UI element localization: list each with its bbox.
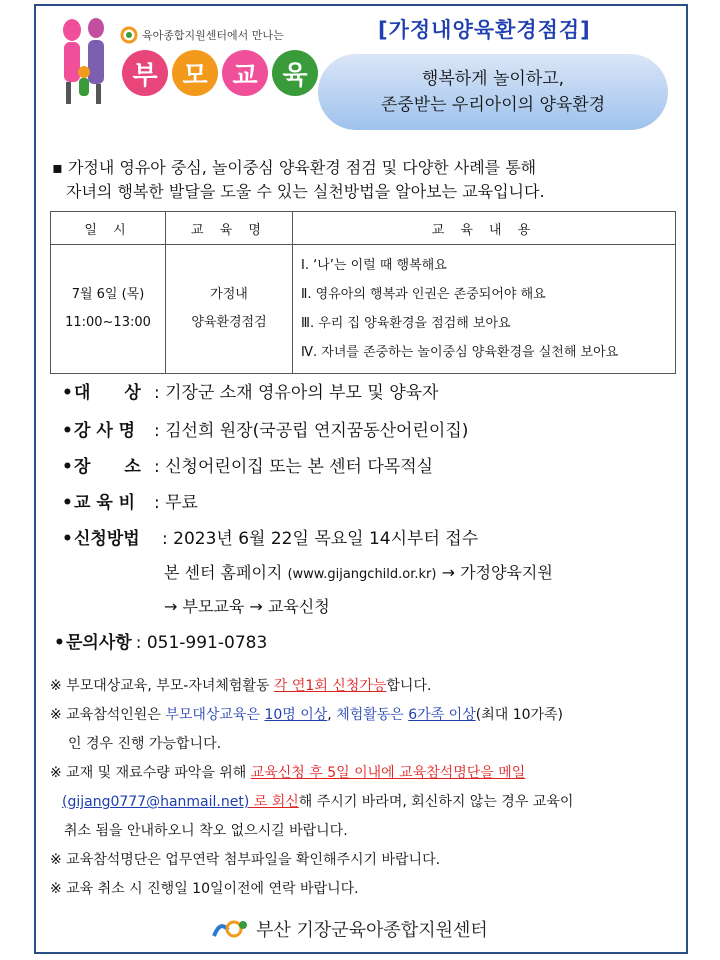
note-2-blue-1: 부모대상교육은 [165, 707, 265, 723]
intro-bullet-icon: ▪ [52, 158, 68, 177]
note-2-mid: , [327, 707, 337, 723]
intro-text [52, 156, 672, 204]
fee-value: : 무료 [154, 493, 198, 513]
cell-datetime [51, 245, 166, 374]
brand-char-2: 모 [172, 50, 218, 96]
lecturer-label: 강 사 명 [74, 421, 136, 441]
bullet-icon: • [62, 421, 73, 441]
contact-label: 문의사항 [66, 633, 132, 653]
info-fee [62, 488, 198, 513]
family-logo-icon [56, 10, 114, 110]
target-value: : 기장군 소재 영유아의 부모 및 양육자 [154, 383, 439, 403]
note-3-a: ※ 교재 및 재료수량 파악을 위해 [50, 765, 251, 781]
info-lecturer [62, 416, 468, 441]
bullet-icon: • [62, 493, 73, 513]
info-place [62, 452, 433, 477]
date-text: 7월 6일 (목) [71, 287, 145, 302]
note-1-highlight: 각 연1회 신청가능 [273, 678, 387, 694]
note-2-blue-1-underline: 10명 이상 [264, 707, 328, 723]
note-3 [50, 759, 690, 788]
note-2-blue-2: 체험활동은 [336, 707, 409, 723]
contact-value: : 051-991-0783 [135, 633, 268, 653]
notes-section [50, 672, 690, 904]
fee-label: 교 육 비 [74, 493, 136, 513]
note-2-a: ※ 교육참석인원은 [50, 707, 166, 723]
slogan-line-1: 행복하게 놀이하고, [421, 69, 565, 89]
table-row [51, 245, 676, 374]
lecturer-value: : 김선희 원장(국공립 연지꿈동산어린이집) [154, 421, 469, 441]
apply-line-2-b: → 가정양육지원 [436, 563, 553, 582]
target-label: 대 상 [74, 383, 141, 403]
name-line-2: 양육환경점검 [191, 315, 267, 330]
slogan-box [318, 54, 668, 130]
center-logo-icon [210, 916, 250, 942]
content-item-1: Ⅰ. ‘나’는 이럴 때 행복해요 [301, 258, 447, 273]
brand-title [122, 50, 318, 96]
bullet-icon: • [62, 529, 73, 549]
schedule-table [50, 211, 676, 374]
time-text: 11:00~13:00 [65, 315, 151, 330]
brand-char-1: 부 [122, 50, 168, 96]
table-header-row [51, 212, 676, 245]
cell-name [166, 245, 293, 374]
header-name: 교 육 명 [166, 212, 293, 245]
name-line-1: 가정내 [210, 287, 248, 302]
content-item-3: Ⅲ. 우리 집 양육환경을 점검해 보아요 [301, 316, 511, 331]
brand-char-4: 육 [272, 50, 318, 96]
apply-label: 신청방법 [74, 529, 140, 549]
note-5: ※ 교육 취소 시 진행일 10일이전에 연락 바랍니다. [50, 881, 359, 897]
brand-char-3: 교 [222, 50, 268, 96]
note-3-line-3: 취소 됨을 안내하오니 착오 없으시길 바랍니다. [64, 823, 348, 839]
content-item-4: Ⅳ. 자녀를 존중하는 놀이중심 양육환경을 실천해 보아요 [301, 345, 619, 360]
place-value: : 신청어린이집 또는 본 센터 다목적실 [154, 457, 434, 477]
header-contents: 교 육 내 용 [293, 212, 676, 245]
info-target [62, 378, 438, 403]
bullet-icon: • [62, 383, 73, 403]
intro-line-2: 자녀의 행복한 발달을 도울 수 있는 실천방법을 알아보는 교육입니다. [66, 182, 545, 201]
apply-line-3: → 부모교육 → 교육신청 [164, 597, 330, 616]
info-contact [54, 628, 267, 653]
note-3-highlight: 교육신청 후 5일 이내에 교육참석명단을 메일 [250, 765, 526, 781]
note-4: ※ 교육참석명단은 업무연락 첨부파일을 확인해주시기 바랍니다. [50, 852, 441, 868]
note-3-line-2 [50, 788, 690, 817]
org-line-text: 육아종합지원센터에서 만나는 [142, 29, 284, 42]
note-3-b: 해 주시기 바라며, 회신하지 않는 경우 교육이 [298, 794, 574, 810]
slogan-line-2: 존중받는 우리아이의 양육환경 [380, 95, 606, 115]
org-line [120, 26, 284, 44]
place-label: 장 소 [74, 457, 141, 477]
note-1 [50, 672, 690, 701]
apply-line-2 [164, 560, 553, 583]
note-1-b: 합니다. [386, 678, 432, 694]
content-item-2: Ⅱ. 영유아의 행복과 인권은 존중되어야 해요 [301, 287, 546, 302]
note-2-b: (최대 10가족) [475, 707, 564, 723]
note-2-blue-2-underline: 6가족 이상 [408, 707, 476, 723]
apply-line-2-a: 본 센터 홈페이지 [164, 563, 288, 582]
note-2 [50, 701, 690, 730]
note-2-line-2: 인 경우 진행 가능합니다. [68, 736, 222, 752]
note-1-a: ※ 부모대상교육, 부모-자녀체험활동 [50, 678, 274, 694]
intro-line-1: 가정내 영유아 중심, 놀이중심 양육환경 점검 및 다양한 사례를 통해 [67, 158, 537, 177]
bullet-icon: • [54, 633, 65, 653]
page-title: [가정내양육환경점검] [378, 18, 591, 42]
header-datetime: 일 시 [51, 212, 166, 245]
apply-url-link[interactable]: (www.gijangchild.or.kr) [287, 567, 437, 582]
center-logo-icon [120, 26, 138, 44]
note-3-highlight-2: 로 회신 [249, 794, 299, 810]
bullet-icon: • [62, 457, 73, 477]
footer-center-name: 부산 기장군육아종합지원센터 [256, 920, 488, 941]
apply-value: : 2023년 6월 22일 목요일 14시부터 접수 [162, 529, 479, 549]
footer [210, 916, 488, 942]
note-3-email-link[interactable]: (gijang0777@hanmail.net) [62, 794, 250, 810]
cell-contents [293, 245, 676, 374]
info-apply [62, 524, 478, 549]
